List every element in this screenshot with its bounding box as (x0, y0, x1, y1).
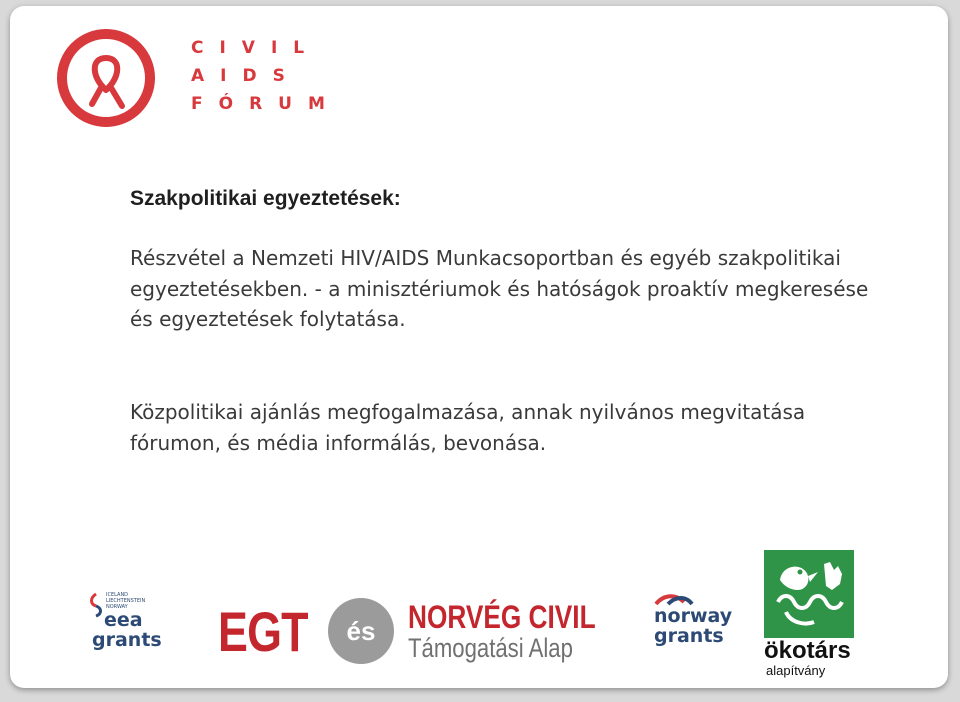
paragraph-policy-recommendation: Közpolitikai ajánlás megfogalmazása, annak nyilvános megvitatása fórumon, és média informálás, bevonása. (130, 400, 806, 455)
logo-line-civil: CIVIL (191, 38, 321, 58)
okotars-green-box (764, 550, 854, 638)
slide (10, 6, 948, 688)
eea-countries (106, 592, 145, 610)
norway-grants-logo (648, 592, 748, 662)
norway-arc-icon (654, 592, 694, 606)
okotars-word: ökotárs (764, 637, 851, 664)
red-ribbon-ring-icon (56, 28, 160, 132)
eea-grants-logo (88, 592, 208, 662)
logo-line-forum: FÓRUM (191, 94, 341, 114)
bird-hand-icon (764, 550, 854, 638)
logo-line-aids: AIDS (191, 66, 301, 86)
egt-norveg-civil-logo (218, 598, 618, 662)
norveg-civil-word: NORVÉG CIVIL (408, 599, 596, 635)
eea-country: NORWAY (106, 604, 128, 610)
logo-wordmark (191, 34, 341, 118)
okotars-logo (764, 550, 858, 684)
paragraph-participation: Részvétel a Nemzeti HIV/AIDS Munkacsoportban és egyéb szakpolitikai egyeztetésekben. - a minisztériumok és hatóságok proaktív megkeresése és egyeztetések folytatása. (130, 246, 869, 331)
eea-country: ICELAND (106, 592, 129, 598)
norway-grants-word: grants (654, 625, 724, 647)
okotars-sub: alapítvány (766, 663, 826, 678)
eea-word: eea (104, 609, 143, 631)
slide-heading: Szakpolitikai egyeztetések: (130, 187, 401, 210)
eea-grants-word: grants (92, 629, 162, 651)
es-circle: és (328, 598, 394, 664)
civil-aids-forum-logo (56, 28, 341, 128)
eea-country: LIECHTENSTEIN (106, 598, 146, 604)
eea-wave-icon (88, 592, 104, 618)
norway-word: norway (654, 605, 733, 627)
tamogatasi-alap-word: Támogatási Alap (408, 633, 573, 663)
sponsor-logos (10, 546, 948, 686)
egt-word: EGT (218, 600, 308, 663)
